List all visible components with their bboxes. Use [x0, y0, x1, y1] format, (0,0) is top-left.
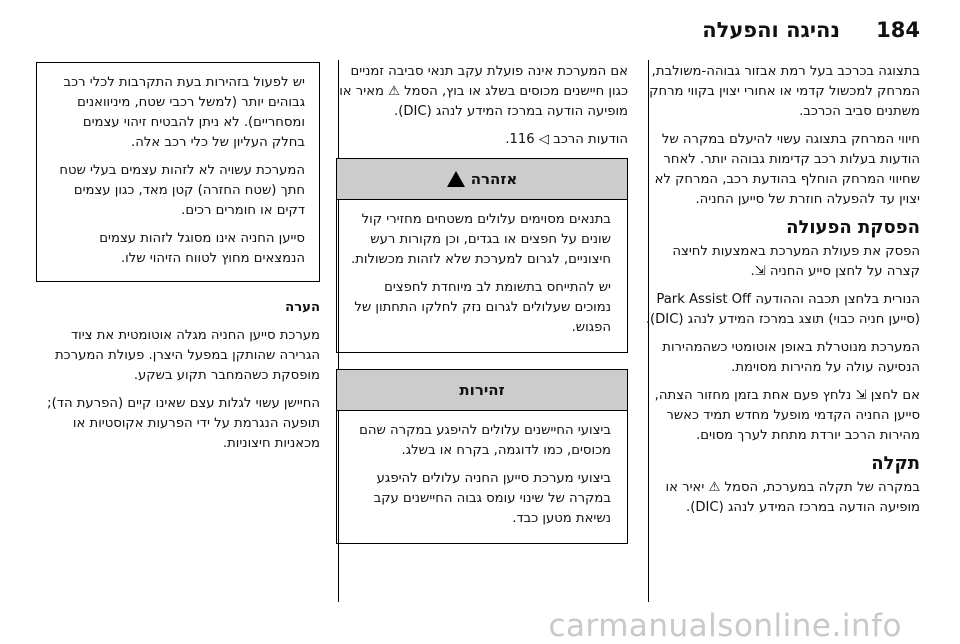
- paragraph-reactivation: אם לחצן ⇲ נלחץ פעם אחת בזמן מחזור הצתה, סייען החניה הקדמי מופעל מחדש תמיד כאשר מהירות הרכב יורדת מתחת לערך מסוים.: [654, 388, 920, 443]
- column-right: [642, 62, 920, 526]
- caution-continued-paragraph-1: יש לפעול בזהירות בעת התקרבות לכלי רכב גבוהים יותר (למשל רכבי שטח, מיניוואנים ומסחריים). לא ניתן להבטיח זיהוי עצמים בחלק העליון של כלי רכב אלה.: [63, 75, 305, 150]
- paragraph-temporary-conditions: אם המערכת אינה פועלת עקב תנאי סביבה זמניים כגון חיישנים מכוסים בשלג או בוץ, הסמל ⚠ מאיר או מופיעה הודעה במרכז המידע לנהג (DIC).: [339, 64, 628, 119]
- paragraph-auto-deactivate: המערכת מנוטרלת באופן אוטומטי כשהמהירות הנסיעה עולה על מהירות מסוימת.: [662, 340, 920, 375]
- note-section: [36, 298, 320, 454]
- caution-paragraph-1: בתנאים מסוימים עלולים משטחים מחזירי קול שונים על חפצים או בגדים, וכן מקורות רעש חיצוניים, לגרום למערכת שלא לזהות מכשולות.: [351, 212, 611, 267]
- heading-fault: תקלה: [871, 453, 920, 474]
- caution-header: [337, 159, 627, 200]
- note-title: הערה: [285, 300, 320, 315]
- paragraph-fault: במקרה של תקלה במערכת, הסמל ⚠ יאיר או מופיעה הודעה במרכז המידע לנהג (DIC).: [665, 480, 920, 515]
- column-middle: [336, 62, 628, 544]
- reference-vehicle-messages: הודעות הרכב ◁ 116.: [505, 132, 628, 147]
- caution-title: אזהרה: [470, 170, 518, 188]
- caution-continued-paragraph-2: המערכת עשויה לא לזהות עצמים בעלי שטח חתך (שטח החזרה) קטן מאד, כגון עצמים דקים או חומרים רכים.: [59, 163, 305, 218]
- page-number: 184: [876, 18, 920, 42]
- warning-triangle-icon: [447, 171, 465, 187]
- paragraph-display-disappear: חיווי המרחק בתצוגה עשוי להיעלם במקרה של הודעות בעלות רכב קדימות גבוהה יותר. לאחר שחיווי המרחק הוחלף בהודעת רכב, המרחק לא יצוין עד להפעלה חוזרת של סייען החניה.: [654, 132, 920, 207]
- caution-continued-paragraph-3: סייען החניה אינו מסוגל לזהות עצמים הנמצאים מחוץ לטווח הזיהוי שלו.: [99, 231, 305, 266]
- heading-deactivation: הפסקת הפעולה: [786, 217, 920, 238]
- paragraph-stop-button: הפסק את פעולת המערכת באמצעות לחיצה קצרה על לחצן סייע החניה ⇲.: [672, 244, 920, 279]
- note-paragraph-2: החיישן עשוי לגלות עצם שאינו קיים (הפרעת הד); תופעה הנגרמת על ידי הפרעות אקוסטיות או מכאניות חיצוניות.: [47, 396, 320, 451]
- warning-title: זהירות: [459, 381, 505, 399]
- caution-paragraph-2: יש להתייחס בתשומת לב מיוחדת לחפצים נמוכים שעלולים לגרום נזק לחלקו התחתון של הפגוש.: [354, 280, 611, 335]
- column-left: [36, 62, 320, 462]
- paragraph-led-off: הנורית בלחצן תכבה וההודעה Park Assist Off (סייען חניה כבוי) תוצג במרכז המידע לנהג (DIC).: [645, 292, 920, 327]
- warning-paragraph-1: ביצועי החיישנים עלולים להיפגע במקרה שהם מכוסים, כמו לדוגמה, בקרח או בשלג.: [359, 423, 611, 458]
- note-paragraph-1: מערכת סייען החניה מגלה אוטומטית את ציוד הגרירה שהותקן במפעל היצרן. פעולת המערכת מופסקת כשהמחבר תקוע בשקע.: [55, 328, 320, 383]
- warning-header: [337, 370, 627, 411]
- watermark: carmanualsonline.info: [548, 608, 902, 644]
- caution-continued-box: [36, 62, 320, 282]
- page-title: נהיגה והפעלה: [702, 18, 840, 42]
- warning-box: [336, 369, 628, 544]
- caution-box: [336, 158, 628, 353]
- warning-paragraph-2: ביצועי מערכת סייען החניה עלולים להיפגע במקרה של שינוי עומס גבוה החיישנים עקב נשיאת מטען כבד.: [373, 471, 611, 526]
- paragraph-distance-display: בתצוגה בכרכב בעל רמת אבזור גבוהה-משולבת, המרחק למכשול קדמי או אחורי יצוין בקווי מרחק משתנים סביב הכרכב.: [649, 64, 920, 119]
